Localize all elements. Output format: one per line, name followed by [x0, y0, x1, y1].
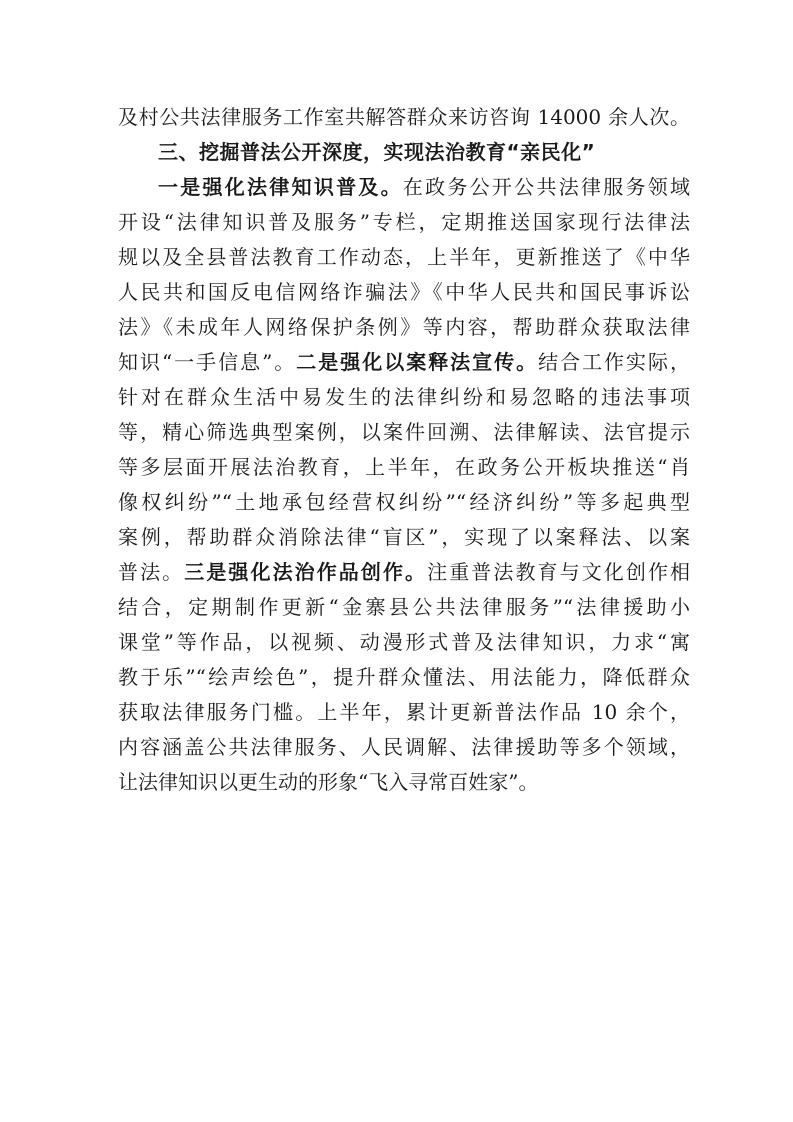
- body-line: 内容涵盖公共法律服务、人民调解、法律援助等多个领域，: [118, 735, 690, 759]
- body-line: 结合，定期制作更新“金寨县公共法律服务”“法律援助小: [118, 595, 690, 619]
- body-text: 在政务公开公共法律服务领域: [402, 175, 691, 199]
- body-line: 等多层面开展法治教育，上半年，在政务公开板块推送“肖: [118, 455, 690, 479]
- section-heading: 三、挖掘普法公开深度，实现法治教育“亲民化”: [158, 140, 596, 164]
- body-line: [118, 345, 690, 380]
- body-line: [118, 555, 690, 590]
- body-line: 及村公共法律服务工作室共解答群众来访咨询 14000 余人次。: [118, 105, 690, 129]
- body-line: 课堂”等作品，以视频、动漫形式普及法律知识，力求“寓: [118, 630, 690, 654]
- body-line: 人民共和国反电信网络诈骗法》《中华人民共和国民事诉讼: [118, 280, 690, 304]
- document-page: [118, 100, 690, 800]
- subheading-3: 三是强化法治作品创作。: [184, 560, 428, 584]
- body-line: 像权纠纷”“土地承包经营权纠纷”“经济纠纷”等多起典型: [118, 490, 690, 514]
- body-line: 法》《未成年人网络保护条例》等内容，帮助群众获取法律: [118, 315, 690, 339]
- body-line: [118, 170, 690, 205]
- body-text: 知识“一手信息”。: [118, 350, 297, 374]
- subheading-1: 一是强化法律知识普及。: [158, 175, 403, 199]
- body-text: 注重普法教育与文化创作相: [427, 560, 691, 584]
- body-line: 针对在群众生活中易发生的法律纠纷和易忽略的违法事项: [118, 385, 690, 409]
- body-line: 教于乐”“绘声绘色”，提升群众懂法、用法能力，降低群众: [118, 665, 690, 689]
- body-line: 获取法律服务门槛。上半年，累计更新普法作品 10 余个，: [118, 700, 690, 724]
- body-line: 开设“法律知识普及服务”专栏，定期推送国家现行法律法: [118, 210, 690, 234]
- body-line: 等，精心筛选典型案例，以案件回溯、法律解读、法官提示: [118, 420, 690, 444]
- subheading-2: 二是强化以案释法宣传。: [296, 350, 539, 374]
- body-line: 规以及全县普法教育工作动态，上半年，更新推送了《中华: [118, 245, 690, 269]
- body-text: 普法。: [118, 560, 185, 584]
- body-text: 结合工作实际，: [538, 350, 691, 374]
- body-line: 让法律知识以更生动的形象“飞入寻常百姓家”。: [118, 770, 539, 794]
- body-line: 案例，帮助群众消除法律“盲区”，实现了以案释法、以案: [118, 525, 690, 549]
